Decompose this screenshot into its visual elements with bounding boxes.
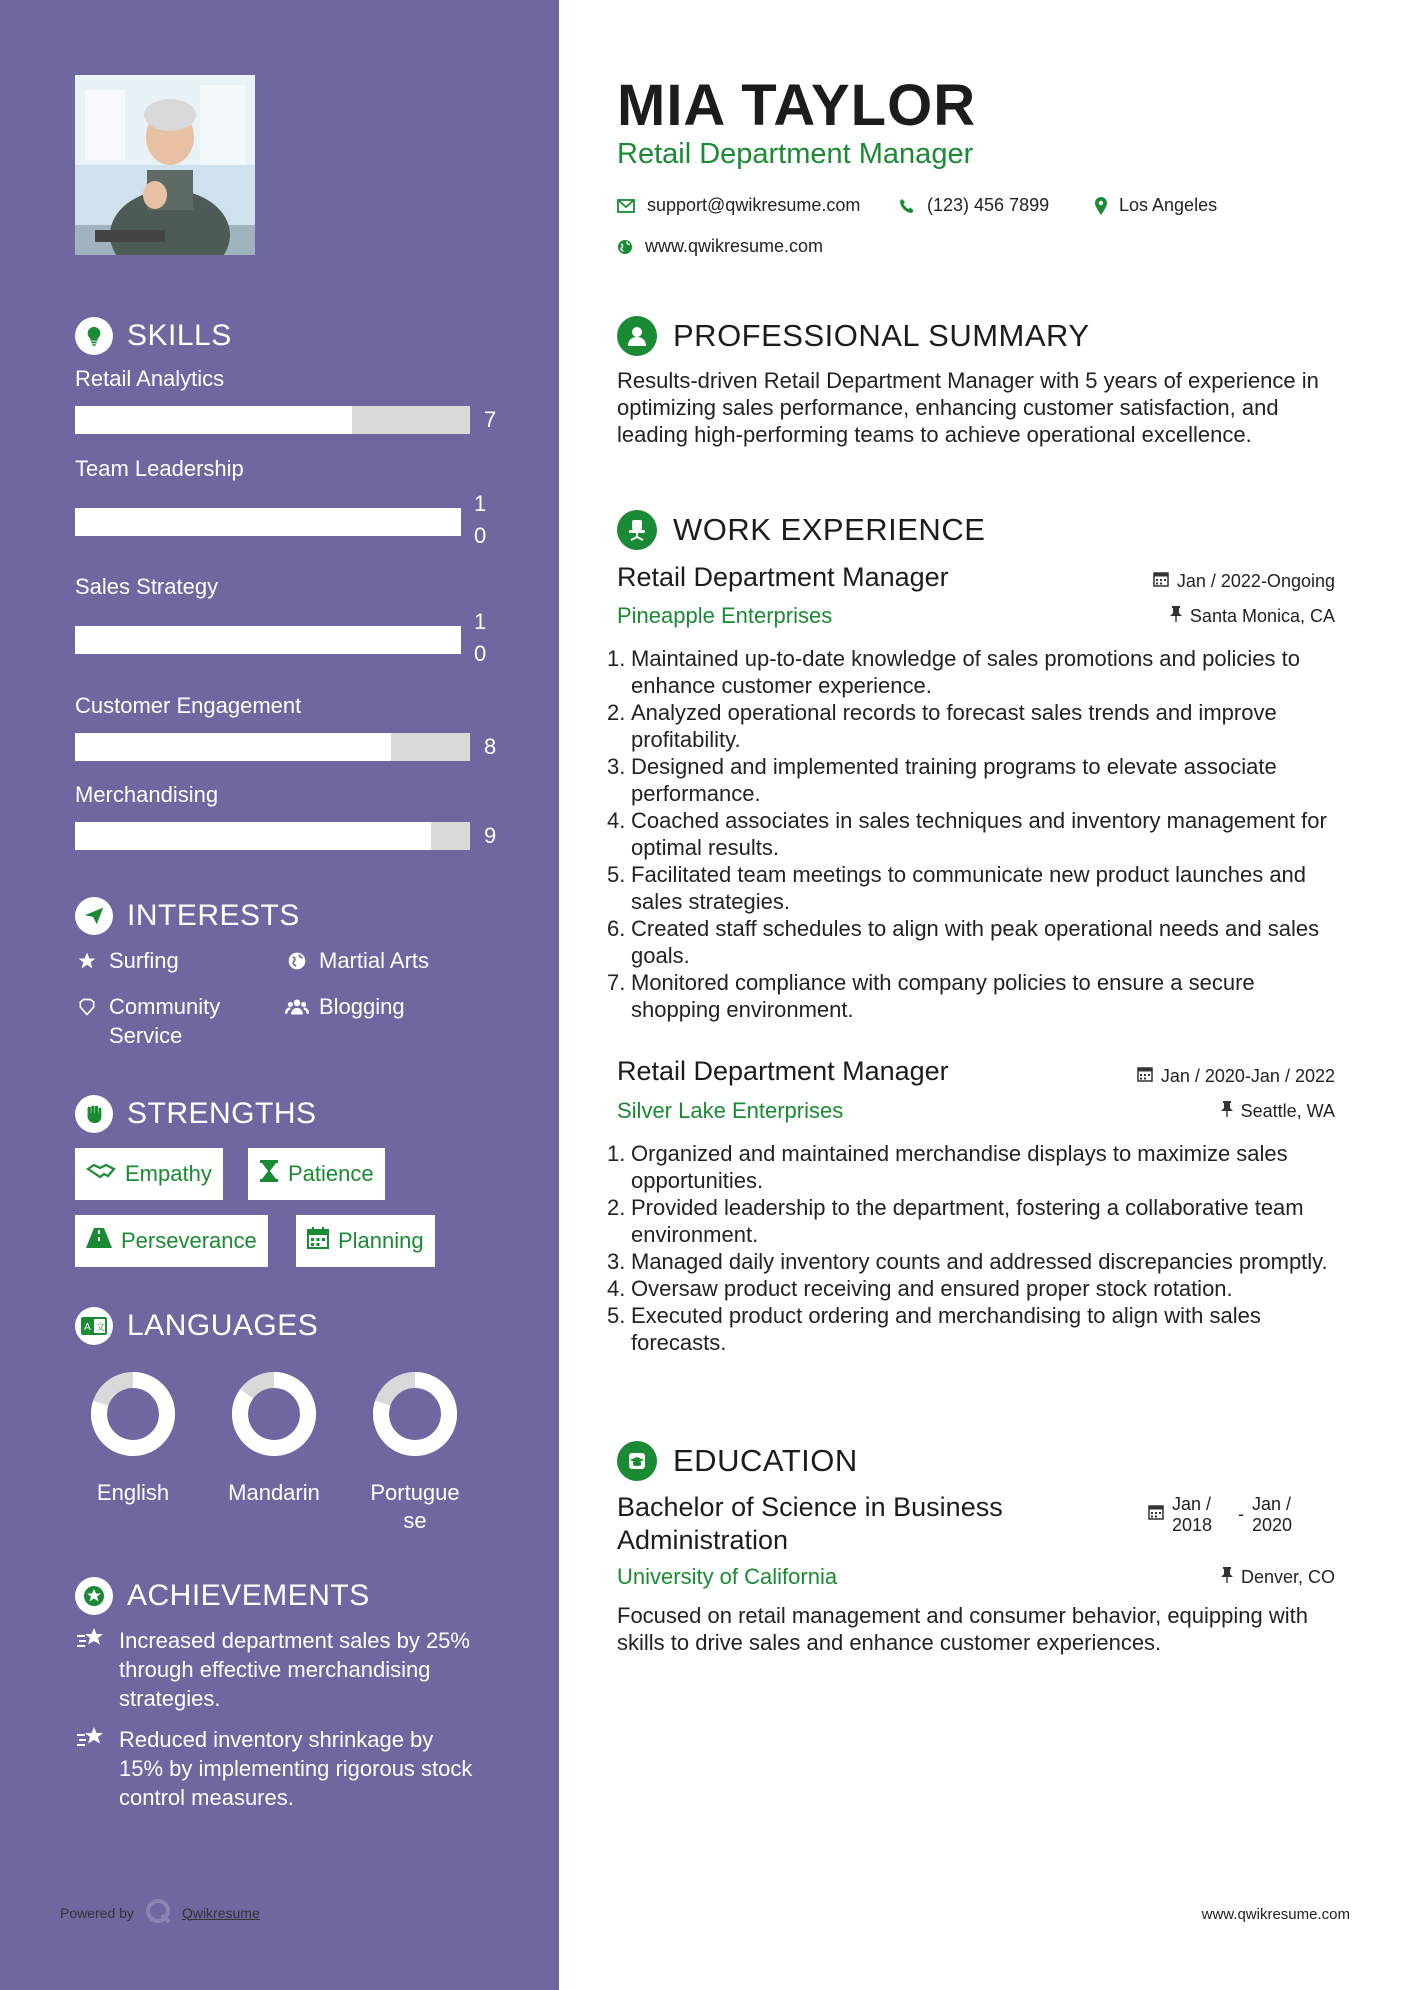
phone-icon (899, 198, 915, 214)
job-company: Pineapple Enterprises (617, 603, 833, 628)
graduation-cap-icon (617, 1441, 657, 1481)
skill-bar-fill (75, 733, 391, 761)
skill-level: 7 (484, 407, 497, 432)
bullet-text: Designed and implemented training programs to elevate associate performance. (631, 754, 1277, 806)
profile-photo (75, 75, 255, 255)
job-bullet (607, 1275, 1347, 1302)
language-name: Portuguese (370, 1480, 460, 1533)
globe-icon (285, 946, 309, 975)
qwikresume-logo-icon (144, 1897, 172, 1928)
school-name: University of California (617, 1564, 838, 1589)
skill-level: 9 (484, 823, 497, 848)
contact-phone[interactable]: (123) 456 7899 (899, 195, 1049, 216)
calendar-icon (1148, 1504, 1164, 1525)
bullet-text: Created staff schedules to align with peak operational needs and sales goals. (631, 916, 1320, 968)
skill-name: Team Leadership (75, 456, 244, 481)
bullet-text: Coached associates in sales techniques and inventory management for optimal results. (631, 808, 1327, 860)
star-icon (75, 946, 99, 975)
calendar-icon (1137, 1066, 1153, 1087)
achievement-item: Increased department sales by 25% through effective merchandising strategies. (75, 1626, 475, 1713)
bullet-text: Maintained up-to-date knowledge of sales promotions and policies to enhance customer experience. (631, 646, 1300, 698)
bullet-number: 3. (607, 1249, 626, 1274)
bullet-text: Provided leadership to the department, fostering a collaborative team environment. (631, 1195, 1304, 1247)
degree-title: Bachelor of Science in Business Administration (617, 1492, 1003, 1555)
job-bullet (607, 753, 1347, 807)
paper-plane-icon (75, 897, 113, 935)
pushpin-icon (1221, 1567, 1233, 1588)
skill-level: 10 (474, 491, 487, 548)
star-badge-icon (75, 1577, 113, 1615)
pushpin-icon (1170, 606, 1182, 627)
calendar-icon (1153, 571, 1169, 592)
contact-email[interactable]: support@qwikresume.com (617, 195, 860, 216)
job-title: Retail Department Manager (617, 1056, 949, 1086)
job-bullet (607, 645, 1347, 699)
interest-item: Community Service (75, 992, 275, 1050)
powered-by: Powered by Qwikresume (60, 1897, 260, 1928)
bullet-text: Organized and maintained merchandise displays to maximize sales opportunities. (631, 1141, 1288, 1193)
svg-text:A: A (84, 1322, 91, 1333)
job-title: Retail Department Manager (617, 562, 949, 592)
bullet-number: 5. (607, 862, 626, 887)
bullet-number: 4. (607, 1276, 626, 1301)
bullet-number: 4. (607, 808, 626, 833)
job-bullet (607, 1248, 1347, 1275)
language-item (83, 1371, 183, 1507)
skill-bar (75, 406, 470, 434)
bullet-text: Facilitated team meetings to communicate new product launches and sales strategies. (631, 862, 1307, 914)
job-bullet (607, 807, 1347, 861)
contact-website[interactable]: www.qwikresume.com (617, 236, 823, 257)
education-text: Focused on retail management and consumer behavior, equipping with skills to drive sales and enhance customer experiences. (617, 1603, 1308, 1655)
job-dates: Jan / 2020-Jan / 2022 (1137, 1066, 1335, 1087)
skill-bar-fill (75, 626, 461, 654)
job-location: Seattle, WA (1221, 1101, 1335, 1122)
job-bullet (607, 915, 1347, 969)
skill-name: Customer Engagement (75, 693, 302, 718)
bullet-text: Analyzed operational records to forecast sales trends and improve profitability. (631, 700, 1277, 752)
bullet-number: 6. (607, 916, 626, 941)
bullet-number: 7. (607, 970, 626, 995)
main-content (559, 0, 1407, 1990)
bullet-text: Oversaw product receiving and ensured proper stock rotation. (631, 1276, 1233, 1301)
education-heading: EDUCATION (617, 1441, 858, 1481)
road-icon (86, 1228, 112, 1254)
hourglass-icon (259, 1160, 279, 1188)
skill-level: 8 (484, 734, 497, 759)
language-icon (75, 1307, 113, 1345)
language-donut (231, 1371, 317, 1457)
bullet-number: 1. (607, 1141, 626, 1166)
star-shooting-icon (75, 1626, 107, 1713)
skill-level: 10 (474, 609, 487, 666)
experience-heading: WORK EXPERIENCE (617, 510, 985, 550)
badge-icon (75, 992, 99, 1021)
bullet-number: 2. (607, 1195, 626, 1220)
users-icon (285, 992, 309, 1021)
job-bullets (607, 645, 1347, 1023)
envelope-icon (617, 199, 635, 213)
office-chair-icon (617, 510, 657, 550)
bullet-number: 5. (607, 1303, 626, 1328)
pushpin-icon (1221, 1101, 1233, 1122)
svg-text:文: 文 (96, 1323, 106, 1333)
calendar-icon (307, 1227, 329, 1255)
skill-bar (75, 508, 461, 536)
language-name: Mandarin (228, 1480, 320, 1505)
candidate-role: Retail Department Manager (617, 138, 974, 170)
fist-icon (75, 1095, 113, 1133)
bullet-text: Monitored compliance with company policies to ensure a secure shopping environment. (631, 970, 1255, 1022)
skill-bar-fill (75, 406, 352, 434)
handshake-icon (86, 1161, 116, 1187)
job-bullet (607, 861, 1347, 915)
lightbulb-icon (75, 317, 113, 355)
map-marker-icon (1095, 197, 1107, 215)
language-item (224, 1371, 324, 1507)
job-bullet (607, 1140, 1347, 1194)
star-shooting-icon (75, 1725, 107, 1812)
skill-bar (75, 733, 470, 761)
job-company: Silver Lake Enterprises (617, 1098, 844, 1123)
strength-pill: Planning (296, 1215, 435, 1267)
strength-pill: Patience (248, 1148, 385, 1200)
interest-item: Martial Arts (285, 946, 429, 975)
footer-url[interactable]: www.qwikresume.com (1201, 1906, 1350, 1923)
bullet-number: 1. (607, 646, 626, 671)
skills-heading: SKILLS (75, 316, 232, 356)
job-bullets (607, 1140, 1347, 1356)
summary-text: Results-driven Retail Department Manager with 5 years of experience in optimizing sales performance, enhancing customer satisfaction, and leading high-performing teams to achieve operational excellence. (617, 368, 1319, 447)
globe-icon (617, 239, 633, 255)
job-location: Santa Monica, CA (1170, 606, 1335, 627)
language-donut (90, 1371, 176, 1457)
language-donut (372, 1371, 458, 1457)
bullet-number: 3. (607, 754, 626, 779)
interest-item: Surfing (75, 946, 179, 975)
skill-name: Retail Analytics (75, 366, 225, 391)
strength-pill: Perseverance (75, 1215, 268, 1267)
candidate-name: MIA TAYLOR (617, 73, 977, 138)
sidebar (0, 0, 559, 1990)
job-bullet (607, 969, 1347, 1023)
job-bullet (607, 1194, 1347, 1248)
contact-location: Los Angeles (1095, 195, 1217, 216)
bullet-text: Executed product ordering and merchandising to align with sales forecasts. (631, 1303, 1261, 1355)
skill-bar (75, 822, 470, 850)
interests-heading: INTERESTS (75, 896, 300, 936)
strengths-heading: STRENGTHS (75, 1094, 317, 1134)
skill-bar-fill (75, 508, 461, 536)
interest-item: Blogging (285, 992, 405, 1021)
education-dates: Jan / 2018 - Jan / 2020 (1148, 1494, 1304, 1536)
user-icon (617, 316, 657, 356)
language-item (365, 1371, 465, 1535)
bullet-text: Managed daily inventory counts and addressed discrepancies promptly. (631, 1249, 1328, 1274)
bullet-number: 2. (607, 700, 626, 725)
qwikresume-link[interactable]: Qwikresume (181, 1904, 260, 1921)
summary-heading: PROFESSIONAL SUMMARY (617, 316, 1090, 356)
education-location: Denver, CO (1221, 1567, 1335, 1588)
achievements-heading: ACHIEVEMENTS (75, 1576, 370, 1616)
languages-heading: A 文 LANGUAGES (75, 1306, 318, 1346)
job-dates: Jan / 2022-Ongoing (1153, 571, 1335, 592)
skill-name: Sales Strategy (75, 574, 219, 599)
language-name: English (96, 1480, 170, 1505)
skill-bar-fill (75, 822, 431, 850)
job-bullet (607, 1302, 1347, 1356)
skill-bar (75, 626, 461, 654)
job-bullet (607, 699, 1347, 753)
strength-pill: Empathy (75, 1148, 223, 1200)
achievement-item: Reduced inventory shrinkage by 15% by implementing rigorous stock control measures. (75, 1725, 475, 1812)
skill-name: Merchandising (75, 782, 219, 807)
